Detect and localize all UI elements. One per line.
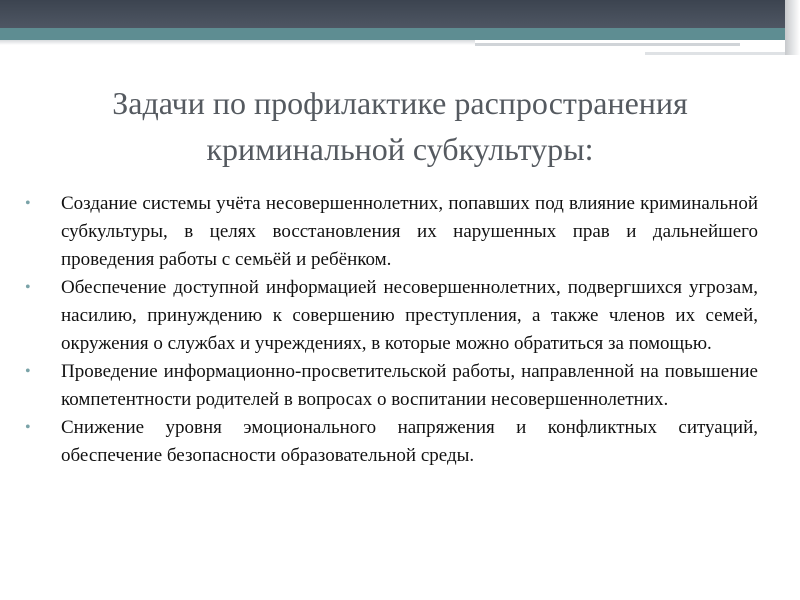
bullet-icon: • — [25, 279, 31, 296]
bullet-text: Проведение информационно-просветительской работы, направленной на повышение компетентности родителей в вопросах о воспитании несовершеннолетних. — [61, 361, 758, 410]
slide-title: Задачи по профилактике распространения криминальной субкультуры: — [112, 85, 688, 167]
header-shadow — [0, 40, 475, 45]
bullet-text: Снижение уровня эмоционального напряжения и конфликтных ситуаций, обеспечение безопасности образовательной среды. — [61, 417, 758, 466]
bullet-text: Обеспечение доступной информацией несовершеннолетних, подвергшихся угрозам, насилию, принуждению к совершению преступления, а также членов их семей, окружения о службах и учреждениях, в которые можно обратиться за помощью. — [61, 277, 758, 354]
header-band-dark — [0, 0, 800, 28]
header-accent-line — [645, 52, 785, 55]
bullet-item — [25, 274, 758, 358]
header-band-teal — [0, 28, 800, 40]
bullet-item — [25, 358, 758, 414]
bullet-item — [25, 414, 758, 470]
corner-shadow — [785, 0, 800, 55]
bullet-item — [25, 190, 758, 274]
header-accent-line — [475, 43, 740, 46]
bullet-icon: • — [25, 195, 31, 212]
bullet-list — [25, 190, 758, 470]
bullet-icon: • — [25, 363, 31, 380]
bullet-icon: • — [25, 419, 31, 436]
bullet-text: Создание системы учёта несовершеннолетних, попавших под влияние криминальной субкультуры, в целях восстановления их нарушенных прав и дальнейшего проведения работы с семьёй и ребёнком. — [61, 193, 758, 270]
